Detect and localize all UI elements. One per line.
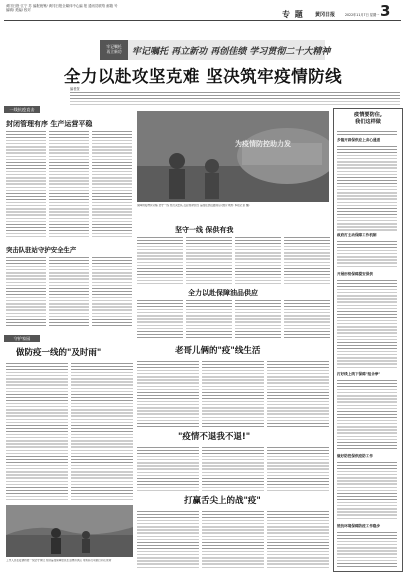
banner-badge bbox=[100, 40, 128, 60]
section-label-front-line: 一线抗疫直击 bbox=[4, 106, 40, 113]
article-4-body-col-4 bbox=[284, 299, 330, 339]
article-6-body-col-1 bbox=[137, 360, 199, 428]
article-7-title: "疫情不退我不退!" bbox=[178, 432, 251, 442]
section-tag: 专 题 bbox=[282, 10, 304, 19]
sidebar-item-3: 开展形势保障提安保供 bbox=[337, 272, 373, 276]
sidebar-item-1-body bbox=[337, 145, 397, 231]
article-3-body-col-3 bbox=[235, 236, 281, 284]
sidebar-item-5-body bbox=[337, 461, 397, 521]
page-number: 3 bbox=[380, 2, 391, 20]
sidebar-item-3-body bbox=[337, 279, 397, 369]
sidebar-title-line-2: 我们这样做 bbox=[355, 119, 381, 125]
article-1-body-col-3 bbox=[92, 130, 132, 238]
article-2-body-col-2 bbox=[49, 256, 89, 328]
article-8-body-col-1 bbox=[137, 510, 199, 570]
article-2-body-col-1 bbox=[6, 256, 46, 328]
article-6-title: 老哥儿俩的"疫"线生活 bbox=[175, 346, 261, 356]
article-8-body-col-2 bbox=[202, 510, 264, 570]
sidebar-item-2: 政府打主动保障工作机制 bbox=[337, 233, 377, 237]
main-headline: 全力以赴攻坚克难 坚决筑牢疫情防线 bbox=[63, 67, 343, 86]
article-3-body-col-1 bbox=[137, 236, 183, 284]
bottom-photo bbox=[6, 505, 133, 557]
header-rule bbox=[4, 20, 401, 21]
article-2-title: 突击队驻站守护安全生产 bbox=[6, 246, 77, 254]
paper-name: 黄冈日报 bbox=[315, 12, 336, 18]
article-3-title: 坚守一线 保供有我 bbox=[175, 226, 234, 234]
byline: 编者按 bbox=[70, 87, 80, 91]
sidebar-intro bbox=[337, 130, 397, 135]
sidebar-item-6: 统抗环境保障防疫工作稳步 bbox=[337, 524, 381, 528]
article-5-title: 做防疫一线的"及时雨" bbox=[16, 348, 102, 358]
article-6-body-col-2 bbox=[202, 360, 264, 428]
article-3-body-col-4 bbox=[284, 236, 330, 284]
sidebar-item-6-body bbox=[337, 531, 397, 567]
sidebar-item-2-body bbox=[337, 240, 397, 268]
article-5-body-col-2 bbox=[71, 362, 133, 502]
article-1-title: 封闭管理有序 生产运营平稳 bbox=[6, 120, 93, 128]
banner-slogan: 牢记嘱托 再立新功 再创佳绩 学习贯彻二十大精神 bbox=[132, 47, 331, 57]
article-1-body-col-1 bbox=[6, 130, 46, 238]
banner-badge-line-2: 再立新功 bbox=[106, 49, 122, 54]
article-7-body-col-1 bbox=[137, 446, 199, 492]
article-4-body-col-1 bbox=[137, 299, 183, 339]
photo-banner-text: 为疫情防控助力发 bbox=[235, 140, 291, 148]
article-7-body-col-2 bbox=[202, 446, 264, 492]
masthead-info bbox=[6, 4, 117, 12]
article-4-title: 全力以赴保障油品供应 bbox=[188, 289, 258, 297]
section-label-front-line-2: 守护家园 bbox=[4, 335, 40, 342]
masthead-line-1: 黄冈日报·江宁 苏 编报统筹/ 黄冈日报全媒体中心编 报 通讯员联络 邮箱 号 bbox=[6, 4, 118, 8]
article-3-body-col-2 bbox=[186, 236, 232, 284]
article-6-body-col-3 bbox=[267, 360, 329, 428]
sidebar-title-line-1: 疫情要防住, bbox=[354, 112, 382, 118]
bottom-photo-caption: 工作人员在疫情防控一线坚守岗位 连续奋战保障居民生活物资供应 用实际行动践行初心使命 bbox=[6, 559, 112, 562]
article-4-body-col-2 bbox=[186, 299, 232, 339]
sidebar-item-4-body bbox=[337, 379, 397, 451]
sidebar-item-4: 打好线上线下保障"组合拳" bbox=[337, 372, 381, 376]
lede-text bbox=[70, 91, 400, 107]
masthead-line-2: 编辑/ 美编/ 校对 bbox=[6, 8, 31, 12]
sidebar-title bbox=[340, 112, 396, 126]
issue-date: 2022年11月7日 星期一 bbox=[345, 13, 380, 17]
main-photo-image bbox=[137, 111, 329, 202]
article-4-body-col-3 bbox=[235, 299, 281, 339]
article-2-body-col-3 bbox=[92, 256, 132, 328]
article-8-title: 打赢舌尖上的战"疫" bbox=[184, 496, 261, 506]
main-photo-caption: 保障防疫物资运输 坚守一线 党员突击队 扛起使命担当 奋战在抗疫最前沿 (图片来源: 本报记者 摄) bbox=[137, 204, 250, 207]
main-photo bbox=[137, 111, 329, 202]
bottom-photo-image bbox=[6, 505, 133, 557]
sidebar-item-1: 乡镇开辟保供应上舍心通道 bbox=[337, 138, 381, 142]
article-1-body-col-2 bbox=[49, 130, 89, 238]
article-8-body-col-3 bbox=[267, 510, 329, 570]
banner-badge-line-1: 牢记嘱托 bbox=[106, 44, 122, 49]
article-7-body-col-3 bbox=[267, 446, 329, 492]
sidebar-item-5: 做好防控保供疫防工作 bbox=[337, 454, 373, 458]
article-5-body-col-1 bbox=[6, 362, 68, 502]
